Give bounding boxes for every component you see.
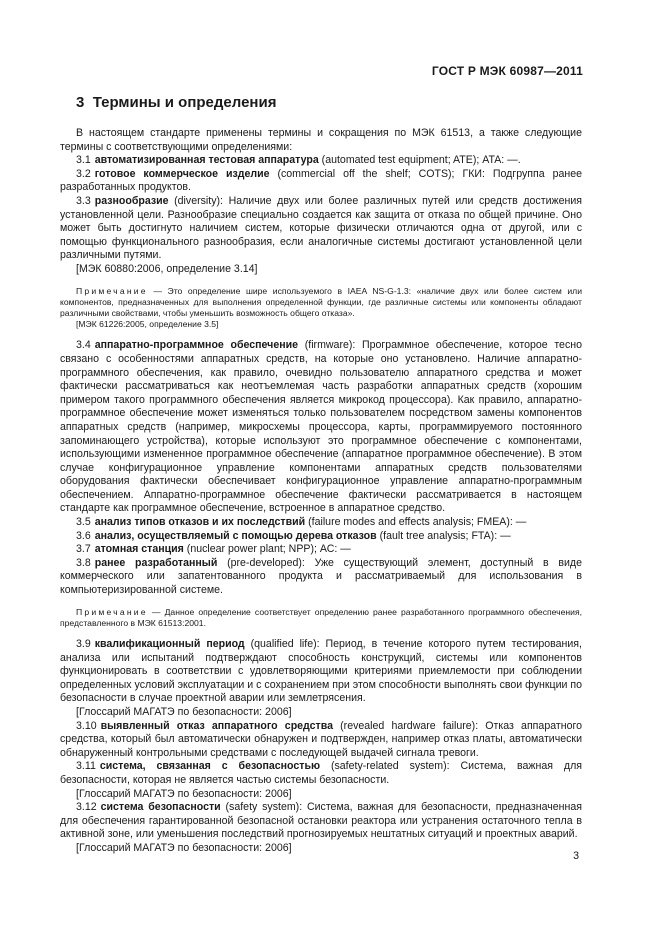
note-2 <box>60 607 582 629</box>
term-3-3-reference: [МЭК 60880:2006, определение 3.14] <box>76 262 258 275</box>
term-name: квалификационный период <box>94 638 245 651</box>
term-definition: (fault tree analysis; FTA): — <box>379 529 511 542</box>
term-name: система, связанная с безопасностью <box>99 760 321 773</box>
term-definition: (failure modes and effects analysis; FMEA): — <box>308 516 527 529</box>
standard-header: ГОСТ Р МЭК 60987—2011 <box>431 64 583 78</box>
term-name: разнообразие <box>94 194 169 207</box>
term-3-10: 3.10 выявленный отказ аппаратного средства (revealed hardware failure): Отказ аппаратного средства, который был автоматически обнаружен и подтвержден, например отказ платы, автоматически обнаруженный контрольными средствами с последующей выдачей сигнала тревоги. <box>60 719 582 759</box>
term-3-8: 3.8 ранее разработанный (pre-developed): Уже существующий элемент, доступный в виде коммерческого или запатентованного продукта и рассматриваемый для использования в компьютеризированной системе. <box>60 556 582 597</box>
term-definition: (safety-related system): Система, важная для безопасности, которая не является частью системы безопасности. <box>60 760 582 786</box>
term-3-11: 3.11 система, связанная с безопасностью (safety-related system): Система, важная для безопасности, которая не является частью системы безопасности. <box>60 760 582 786</box>
term-name: автоматизированная тестовая аппаратура <box>94 154 319 167</box>
term-3-9: 3.9 квалификационный период (qualified life): Период, в течение которого путем тестирования, анализа или испытаний подтверждают способность конструкций, системы или компонентов функционировать в соответствии с удовлетворяющими критериями приемлемости при соблюдении определенных условий эксплуатации и с сохранением при этом способности выполнять свои функции по безопасности в случае проектной аварии или землетрясения. <box>60 638 582 705</box>
term-3-6: 3.6 анализ, осуществляемый с помощью дерева отказов (fault tree analysis; FTA): — <box>76 529 511 542</box>
term-3-7: 3.7 атомная станция (nuclear power plant; NPP); АС: — <box>76 543 351 556</box>
note-label: Примечание <box>76 285 148 296</box>
note-1 <box>60 286 582 320</box>
term-definition: (diversity): Наличие двух или более различных путей или средств достижения установленной цели. Разнообразие специально создается как защита от отказа по общей причине. Оно может быть достигнуто наличием систем, которые физически отличаются одна от другой, или с помощью функционального разнообразия, если аналогичные системы достигают установленной цели различными путями. <box>60 194 582 262</box>
note-label: Примечание <box>76 606 148 617</box>
term-name: выявленный отказ аппаратного средства <box>100 719 333 732</box>
term-name: аппаратно-программное обеспечение <box>94 339 299 352</box>
term-name: анализ типов отказов и их последствий <box>94 516 306 529</box>
term-3-9-reference: [Глоссарий МАГАТЭ по безопасности: 2006] <box>76 706 292 718</box>
section-body <box>60 127 582 856</box>
term-name: система безопасности <box>100 801 221 814</box>
term-3-2: 3.2 готовое коммерческое изделие (commercial off the shelf; COTS); ГКИ: Подгруппа ранее разработанных продуктов. <box>60 167 582 194</box>
term-name: анализ, осуществляемый с помощью дерева отказов <box>94 529 377 542</box>
term-3-5: 3.5 анализ типов отказов и их последствий (failure modes and effects analysis; FMEA): — <box>76 516 527 529</box>
section-title <box>76 94 276 111</box>
term-definition: (safety system): Система, важная для безопасности, предназначенная для обеспечения гарантированной безопасной остановки реактора или устранения остаточного тепла в активной зоне, или уменьшения последствий прогнозируемых нештатных ситуаций и проектных аварий. <box>60 801 583 841</box>
page-number: 3 <box>573 850 579 862</box>
note-1-reference: [МЭК 61226:2005, определение 3.5] <box>76 319 219 330</box>
term-definition: (commercial off the shelf; COTS); ГКИ: Подгруппа ранее разработанных продуктов. <box>60 167 582 194</box>
note-text: — Это определение шире используемого в IAEA NS-G-1.3: «наличие двух или более систем или компонентов, предназначенных для выполнения определенной функции, где различные системы или компоненты обладают различными свойствами, чтобы уменьшить возможность общего отказа». <box>60 285 582 318</box>
term-name: атомная станция <box>94 543 184 556</box>
term-name: готовое коммерческое изделие <box>94 167 270 180</box>
term-3-1: 3.1 автоматизированная тестовая аппаратура (automated test equipment; ATE); ATA: —. <box>76 154 521 167</box>
section-number: 3 <box>76 94 85 111</box>
term-definition: (revealed hardware failure): Отказ аппаратного средства, который был автоматически обнаружен и подтвержден, например отказ платы, автоматически обнаруженный контрольными средствами с последующей выдачей сигнала тревоги. <box>60 719 582 759</box>
term-definition: (pre-developed): Уже существующий элемент, доступный в виде коммерческого или запатентованного продукта и рассматриваемый для использования в компьютеризированной системе. <box>60 556 582 597</box>
section-title-text: Термины и определения <box>92 94 277 111</box>
term-name: ранее разработанный <box>94 556 218 569</box>
term-definition: (nuclear power plant; NPP); АС: — <box>186 543 351 556</box>
term-3-3: 3.3 разнообразие (diversity): Наличие двух или более различных путей или средств достижения установленной цели. Разнообразие специально создается как защита от отказа по общей причине. Оно может быть достигнуто наличием систем, которые физически отличаются одна от другой, или с помощью функционального разнообразия, если аналогичные системы достигают установленной цели различными путями. <box>60 194 582 262</box>
term-3-11-reference: [Глоссарий МАГАТЭ по безопасности: 2006] <box>76 787 292 800</box>
intro-paragraph: В настоящем стандарте применены термины и сокращения по МЭК 61513, а также следующие термины с соответствующими определениями: <box>60 127 582 153</box>
term-3-4: 3.4 аппаратно-программное обеспечение (firmware): Программное обеспечение, которое тесно связано с особенностями аппаратных средств, на которые оно установлено. Наличие аппаратно-программного обеспечения, как правило, очевидно пользователю аппаратного средства и может фактически рассматриваться как неотъемлемая часть разработки аппаратных средств (хорошим примером такого программного обеспечения является микрокод процессора). Как правило, аппаратно-программное обеспечение может изменяться только пользователем посредством замены компонентов аппаратных средств (например, микросхемы процессора, карты, программируемого постоянного запоминающего устройства), которые используют это программное обеспечение с компонентами, использующими измененное программное обеспечение (аппаратное программное обеспечение). В этом случае конфигурационное управление компонентами аппаратных средств пользователями оборудования фактически обеспечивает конфигурационное управление аппаратно-программным обеспечением. Аппаратно-программное обеспечение фактически рассматривается в настоящем стандарте как программное обеспечение, встроенное в аппаратное средство. <box>60 339 582 515</box>
note-text: — Данное определение соответствует определению ранее разработанного программного обеспечения, представленного в МЭК 61513:2001. <box>60 606 582 628</box>
term-3-12: 3.12 система безопасности (safety system): Система, важная для безопасности, предназначенная для обеспечения гарантированной безопасной остановки реактора или устранения остаточного тепла в активной зоне, или уменьшения последствий прогнозируемых нештатных ситуаций и проектных аварий. <box>60 801 583 841</box>
term-definition: (firmware): Программное обеспечение, которое тесно связано с особенностями аппаратных средств, на которые оно установлено. Наличие аппаратно-программного обеспечения, как правило, очевидно пользователю аппаратного средства и может фактически рассматриваться как неотъемлемая часть разработки аппаратных средств (хорошим примером такого программного обеспечения является микрокод процессора). Как правило, аппаратно-программное обеспечение может изменяться только пользователем посредством замены компонентов аппаратных средств (например, микросхемы процессора, карты, программируемого постоянного запоминающего устройства), которые используют это программное обеспечение с компонентами, использующими измененное программное обеспечение (аппаратное программное обеспечение). В этом случае конфигурационное управление компонентами аппаратных средств пользователями оборудования фактически обеспечивает конфигурационное управление аппаратно-программным обеспечением. Аппаратно-программное обеспечение фактически рассматривается в настоящем стандарте как программное обеспечение, встроенное в аппаратное средство. <box>60 339 582 515</box>
term-3-12-reference: [Глоссарий МАГАТЭ по безопасности: 2006] <box>76 841 292 854</box>
term-definition: (qualified life): Период, в течение которого путем тестирования, анализа или испытаний подтверждают способность конструкций, системы или компонентов функционировать в соответствии с удовлетворяющими критериями приемлемости при соблюдении определенных условий эксплуатации и с сохранением при этом способности выполнять свои функции по безопасности в случае проектной аварии или землетрясения. <box>60 638 582 705</box>
term-definition: (automated test equipment; ATE); ATA: —. <box>321 154 521 167</box>
